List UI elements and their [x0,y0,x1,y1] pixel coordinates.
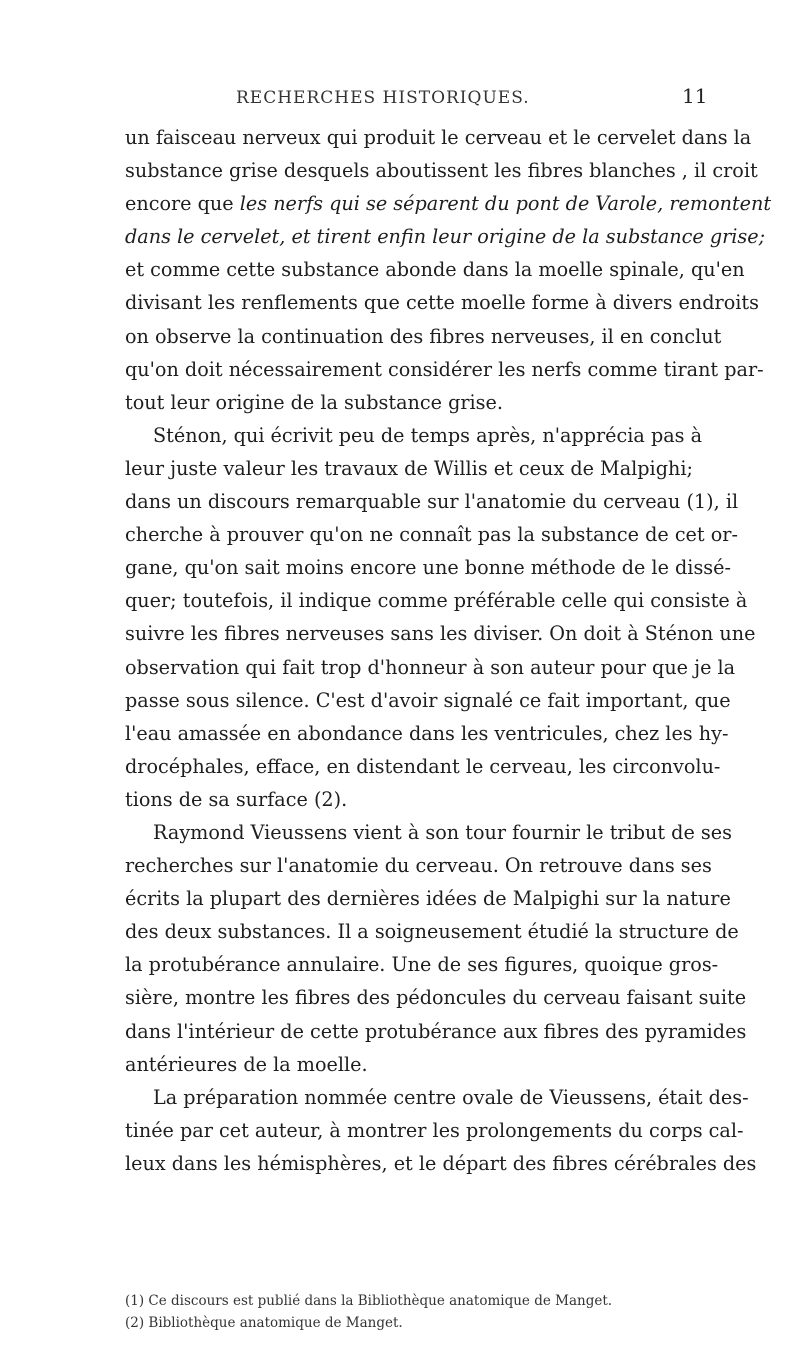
paragraph-start: Sténon, qui écrivit peu de temps après, n'apprécia pas à [153,423,703,447]
text-line: antérieures de la moelle. [125,1052,368,1076]
text-line: gane, qu'on sait moins encore une bonne méthode de le dissé- [125,556,731,580]
text-line: observation qui fait trop d'honneur à son auteur pour que je la [125,655,736,679]
text-run: encore que [125,192,234,216]
paragraph-start: Raymond Vieussens vient à son tour fournir le tribut de ses [153,820,732,844]
text-line: un faisceau nerveux qui produit le cerveau et le cervelet dans la [125,126,752,149]
text-line: sière, montre les fibres des pédoncules du cerveau faisant suite [125,986,747,1010]
text-line: tout leur origine de la substance grise. [125,390,503,414]
text-line: suivre les fibres nerveuses sans les diviser. On doit à Sténon une [125,622,756,646]
text-line: passe sous silence. C'est d'avoir signalé ce fait important, que [125,688,731,712]
text-line: quer; toutefois, il indique comme préférable celle qui consiste à [125,589,748,613]
text-line: des deux substances. Il a soigneusement étudié la structure de [125,920,739,944]
text-line: et comme cette substance abonde dans la moelle spinale, qu'en [125,258,745,282]
text-line-italic: dans le cervelet, et tirent enfin leur origine de la substance grise; [125,225,766,249]
text-line-mixed [125,187,772,220]
text-line: on observe la continuation des fibres nerveuses, il en conclut [125,324,722,348]
text-line: qu'on doit nécessairement considérer les nerfs comme tirant par- [125,357,764,381]
page-number: 11 [682,84,708,108]
text-line: drocéphales, efface, en distendant le cerveau, les circonvolu- [125,754,721,778]
running-title: RECHERCHES HISTORIQUES. [236,88,530,108]
text-line: recherches sur l'anatomie du cerveau. On retrouve dans ses [125,854,712,878]
text-line: leur juste valeur les travaux de Willis et ceux de Malpighi; [125,456,693,480]
footnote-2: (2) Bibliothèque anatomique de Manget. [125,1315,403,1331]
text-line: la protubérance annulaire. Une de ses figures, quoique gros- [125,953,719,977]
text-line: tinée par cet auteur, à montrer les prolongements du corps cal- [125,1118,744,1142]
paragraph-start: La préparation nommée centre ovale de Vieussens, était des- [153,1085,749,1109]
text-line: dans un discours remarquable sur l'anatomie du cerveau (1), il [125,490,739,514]
text-line: divisant les renflements que cette moelle forme à divers endroits [125,291,759,315]
text-line: dans l'intérieur de cette protubérance aux fibres des pyramides [125,1019,747,1043]
footnote-1: (1) Ce discours est publié dans la Bibliothèque anatomique de Manget. [125,1293,613,1309]
text-line: l'eau amassée en abondance dans les ventricules, chez les hy- [125,721,729,745]
text-line: écrits la plupart des dernières idées de Malpighi sur la nature [125,887,731,911]
text-line: tions de sa surface (2). [125,787,348,811]
text-line: cherche à prouver qu'on ne connaît pas la substance de cet or- [125,523,738,547]
text-line: substance grise desquels aboutissent les fibres blanches , il croit [125,159,758,183]
body-text [125,121,772,1180]
italic-run: les nerfs qui se séparent du pont de Varole, remontent [239,192,772,216]
text-line: leux dans les hémisphères, et le départ des fibres cérébrales des [125,1151,757,1175]
footnotes [125,1290,691,1334]
